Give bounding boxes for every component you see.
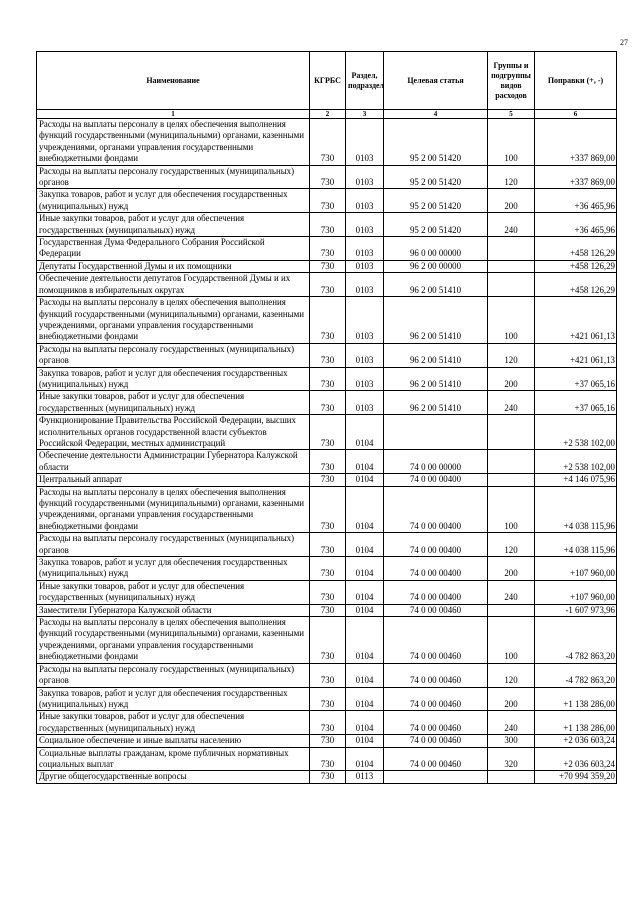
table-row [37,260,617,272]
column-number: 3 [346,110,384,119]
row-name-cell: Закупка товаров, работ и услуг для обеспечения государственных (муниципальных) нужд [37,687,310,711]
row-group-cell: 100 [488,486,535,533]
table-row [37,604,617,616]
header-target-article: Целевая статья [384,52,488,110]
column-number: 2 [310,110,346,119]
row-group-cell: 240 [488,391,535,415]
table-row [37,165,617,189]
row-group-cell: 200 [488,557,535,581]
row-article-cell: 96 0 00 00000 [384,237,488,261]
table-row [37,391,617,415]
row-name-cell: Расходы на выплаты персоналу в целях обеспечения выполнения функций государственными (муниципальными) органами, казенными учреждениями, органами управления государственными внебюджетными фондами [37,617,310,664]
row-name-cell: Иные закупки товаров, работ и услуг для обеспечения государственных (муниципальных) нужд [37,580,310,604]
row-group-cell [488,415,535,450]
row-section-cell: 0103 [346,165,384,189]
row-section-cell: 0104 [346,735,384,747]
table-row [37,486,617,533]
row-kgrbs-cell: 730 [310,580,346,604]
header-section: Раздел, подраздел [346,52,384,110]
row-name-cell: Иные закупки товаров, работ и услуг для обеспечения государственных (муниципальных) нужд [37,391,310,415]
row-name-cell: Другие общегосударственные вопросы [37,771,310,783]
row-name-cell: Обеспечение деятельности Администрации Губернатора Калужской области [37,450,310,474]
row-name-cell: Закупка товаров, работ и услуг для обеспечения государственных (муниципальных) нужд [37,557,310,581]
header-kgrbs: КГРБС [310,52,346,110]
row-group-cell: 120 [488,663,535,687]
table-row [37,415,617,450]
row-article-cell: 96 2 00 51410 [384,273,488,297]
row-amount-cell: +36 465,96 [535,213,617,237]
row-amount-cell: +37 065,16 [535,367,617,391]
row-amount-cell: +458 126,29 [535,260,617,272]
row-article-cell: 95 2 00 51420 [384,119,488,166]
row-kgrbs-cell: 730 [310,474,346,486]
row-name-cell: Депутаты Государственной Думы и их помощники [37,260,310,272]
row-group-cell: 240 [488,711,535,735]
row-article-cell: 96 2 00 00000 [384,260,488,272]
row-name-cell: Расходы на выплаты персоналу в целях обеспечения выполнения функций государственными (муниципальными) органами, казенными учреждениями, органами управления государственными внебюджетными фондами [37,119,310,166]
row-amount-cell: -4 782 863,20 [535,663,617,687]
row-kgrbs-cell: 730 [310,367,346,391]
row-amount-cell: +4 038 115,96 [535,533,617,557]
header-name: Наименование [37,52,310,110]
row-amount-cell: +421 061,13 [535,297,617,344]
row-kgrbs-cell: 730 [310,260,346,272]
row-name-cell: Функционирование Правительства Российской Федерации, высших исполнительных органов государственной власти субъектов Российской Федерации, местных администраций [37,415,310,450]
row-section-cell: 0113 [346,771,384,783]
row-amount-cell: +458 126,29 [535,273,617,297]
row-name-cell: Расходы на выплаты персоналу в целях обеспечения выполнения функций государственными (муниципальными) органами, казенными учреждениями, органами управления государственными внебюджетными фондами [37,297,310,344]
row-kgrbs-cell: 730 [310,343,346,367]
table-row [37,687,617,711]
row-group-cell [488,450,535,474]
column-number: 6 [535,110,617,119]
row-article-cell: 96 2 00 51410 [384,367,488,391]
row-kgrbs-cell: 730 [310,273,346,297]
row-article-cell: 96 2 00 51410 [384,297,488,344]
column-number: 1 [37,110,310,119]
row-amount-cell: -1 607 973,96 [535,604,617,616]
row-amount-cell: +2 036 603,24 [535,747,617,771]
row-kgrbs-cell: 730 [310,213,346,237]
row-group-cell: 320 [488,747,535,771]
row-section-cell: 0104 [346,617,384,664]
row-name-cell: Расходы на выплаты персоналу государственных (муниципальных) органов [37,165,310,189]
table-row [37,533,617,557]
row-article-cell: 74 0 00 00460 [384,617,488,664]
row-article-cell: 96 2 00 51410 [384,343,488,367]
row-article-cell [384,771,488,783]
row-article-cell: 74 0 00 00460 [384,604,488,616]
row-section-cell: 0103 [346,391,384,415]
row-amount-cell: +1 138 286,00 [535,711,617,735]
table-row [37,367,617,391]
row-name-cell: Центральный аппарат [37,474,310,486]
row-kgrbs-cell: 730 [310,604,346,616]
row-amount-cell: +37 065,16 [535,391,617,415]
row-section-cell: 0103 [346,237,384,261]
row-section-cell: 0104 [346,747,384,771]
row-name-cell: Социальное обеспечение и иные выплаты населению [37,735,310,747]
table-row [37,213,617,237]
row-section-cell: 0104 [346,415,384,450]
row-kgrbs-cell: 730 [310,687,346,711]
row-name-cell: Иные закупки товаров, работ и услуг для обеспечения государственных (муниципальных) нужд [37,213,310,237]
row-kgrbs-cell: 730 [310,391,346,415]
row-amount-cell: +421 061,13 [535,343,617,367]
row-kgrbs-cell: 730 [310,617,346,664]
row-section-cell: 0103 [346,297,384,344]
row-group-cell [488,237,535,261]
row-article-cell: 74 0 00 00400 [384,474,488,486]
row-group-cell: 200 [488,687,535,711]
table-row [37,343,617,367]
row-amount-cell: +337 869,00 [535,119,617,166]
row-section-cell: 0104 [346,486,384,533]
row-section-cell: 0103 [346,367,384,391]
row-kgrbs-cell: 730 [310,297,346,344]
row-article-cell: 74 0 00 00460 [384,747,488,771]
row-kgrbs-cell: 730 [310,771,346,783]
row-group-cell: 120 [488,343,535,367]
row-article-cell: 74 0 00 00460 [384,687,488,711]
table-row [37,119,617,166]
table-row [37,474,617,486]
row-section-cell: 0103 [346,343,384,367]
row-kgrbs-cell: 730 [310,557,346,581]
row-amount-cell: +2 036 603,24 [535,735,617,747]
row-article-cell: 74 0 00 00000 [384,450,488,474]
table-row [37,557,617,581]
row-group-cell: 100 [488,617,535,664]
row-name-cell: Обеспечение деятельности депутатов Государственной Думы и их помощников в избирательных округах [37,273,310,297]
row-section-cell: 0104 [346,580,384,604]
row-kgrbs-cell: 730 [310,189,346,213]
table-row [37,735,617,747]
table-row [37,617,617,664]
row-section-cell: 0103 [346,119,384,166]
row-name-cell: Социальные выплаты гражданам, кроме публичных нормативных социальных выплат [37,747,310,771]
row-group-cell: 100 [488,119,535,166]
table-row [37,273,617,297]
row-article-cell: 96 2 00 51410 [384,391,488,415]
row-article-cell [384,415,488,450]
row-amount-cell: +2 538 102,00 [535,415,617,450]
row-name-cell: Закупка товаров, работ и услуг для обеспечения государственных (муниципальных) нужд [37,367,310,391]
row-section-cell: 0103 [346,260,384,272]
row-amount-cell: +458 126,29 [535,237,617,261]
row-name-cell: Закупка товаров, работ и услуг для обеспечения государственных (муниципальных) нужд [37,189,310,213]
table-row [37,711,617,735]
row-section-cell: 0104 [346,450,384,474]
row-kgrbs-cell: 730 [310,165,346,189]
row-name-cell: Иные закупки товаров, работ и услуг для обеспечения государственных (муниципальных) нужд [37,711,310,735]
table-row [37,189,617,213]
row-article-cell: 95 2 00 51420 [384,213,488,237]
row-section-cell: 0103 [346,273,384,297]
row-amount-cell: +107 960,00 [535,580,617,604]
budget-amendments-table [36,51,617,784]
row-name-cell: Расходы на выплаты персоналу государственных (муниципальных) органов [37,663,310,687]
row-section-cell: 0104 [346,604,384,616]
row-article-cell: 74 0 00 00460 [384,735,488,747]
row-kgrbs-cell: 730 [310,735,346,747]
row-amount-cell: +1 138 286,00 [535,687,617,711]
row-kgrbs-cell: 730 [310,486,346,533]
row-kgrbs-cell: 730 [310,119,346,166]
row-section-cell: 0104 [346,557,384,581]
row-kgrbs-cell: 730 [310,663,346,687]
header-expense-group: Группы и подгруппы видов расходов [488,52,535,110]
row-section-cell: 0104 [346,711,384,735]
row-name-cell: Расходы на выплаты персоналу государственных (муниципальных) органов [37,533,310,557]
row-group-cell [488,474,535,486]
row-kgrbs-cell: 730 [310,450,346,474]
row-group-cell: 120 [488,165,535,189]
row-article-cell: 74 0 00 00460 [384,663,488,687]
row-kgrbs-cell: 730 [310,711,346,735]
row-kgrbs-cell: 730 [310,415,346,450]
row-name-cell: Расходы на выплаты персоналу государственных (муниципальных) органов [37,343,310,367]
row-amount-cell: +4 038 115,96 [535,486,617,533]
row-group-cell [488,604,535,616]
table-row [37,237,617,261]
row-group-cell: 240 [488,580,535,604]
table-row [37,450,617,474]
column-number: 5 [488,110,535,119]
table-row [37,663,617,687]
table-row [37,297,617,344]
row-amount-cell: +4 146 075,96 [535,474,617,486]
row-article-cell: 74 0 00 00460 [384,711,488,735]
row-article-cell: 95 2 00 51420 [384,189,488,213]
row-name-cell: Заместители Губернатора Калужской области [37,604,310,616]
row-kgrbs-cell: 730 [310,747,346,771]
row-amount-cell: +107 960,00 [535,557,617,581]
row-group-cell [488,260,535,272]
row-group-cell: 200 [488,367,535,391]
table-row [37,771,617,783]
column-number: 4 [384,110,488,119]
table-row [37,747,617,771]
row-section-cell: 0104 [346,687,384,711]
row-section-cell: 0104 [346,533,384,557]
row-group-cell: 100 [488,297,535,344]
row-article-cell: 74 0 00 00400 [384,580,488,604]
row-amount-cell: -4 782 863,20 [535,617,617,664]
row-group-cell: 200 [488,189,535,213]
row-section-cell: 0104 [346,474,384,486]
page-number: 27 [620,38,628,47]
row-group-cell [488,273,535,297]
row-group-cell: 120 [488,533,535,557]
row-kgrbs-cell: 730 [310,237,346,261]
row-kgrbs-cell: 730 [310,533,346,557]
row-group-cell [488,771,535,783]
row-amount-cell: +36 465,96 [535,189,617,213]
row-section-cell: 0104 [346,663,384,687]
row-name-cell: Расходы на выплаты персоналу в целях обеспечения выполнения функций государственными (муниципальными) органами, казенными учреждениями, органами управления государственными внебюджетными фондами [37,486,310,533]
row-name-cell: Государственная Дума Федерального Собрания Российской Федерации [37,237,310,261]
row-article-cell: 74 0 00 00400 [384,533,488,557]
header-amendment: Поправки (+, -) [535,52,617,110]
row-group-cell: 240 [488,213,535,237]
row-amount-cell: +2 538 102,00 [535,450,617,474]
row-article-cell: 74 0 00 00400 [384,557,488,581]
row-group-cell: 300 [488,735,535,747]
row-section-cell: 0103 [346,213,384,237]
row-article-cell: 74 0 00 00400 [384,486,488,533]
row-article-cell: 95 2 00 51420 [384,165,488,189]
row-amount-cell: +70 994 359,20 [535,771,617,783]
row-section-cell: 0103 [346,189,384,213]
table-row [37,580,617,604]
row-amount-cell: +337 869,00 [535,165,617,189]
